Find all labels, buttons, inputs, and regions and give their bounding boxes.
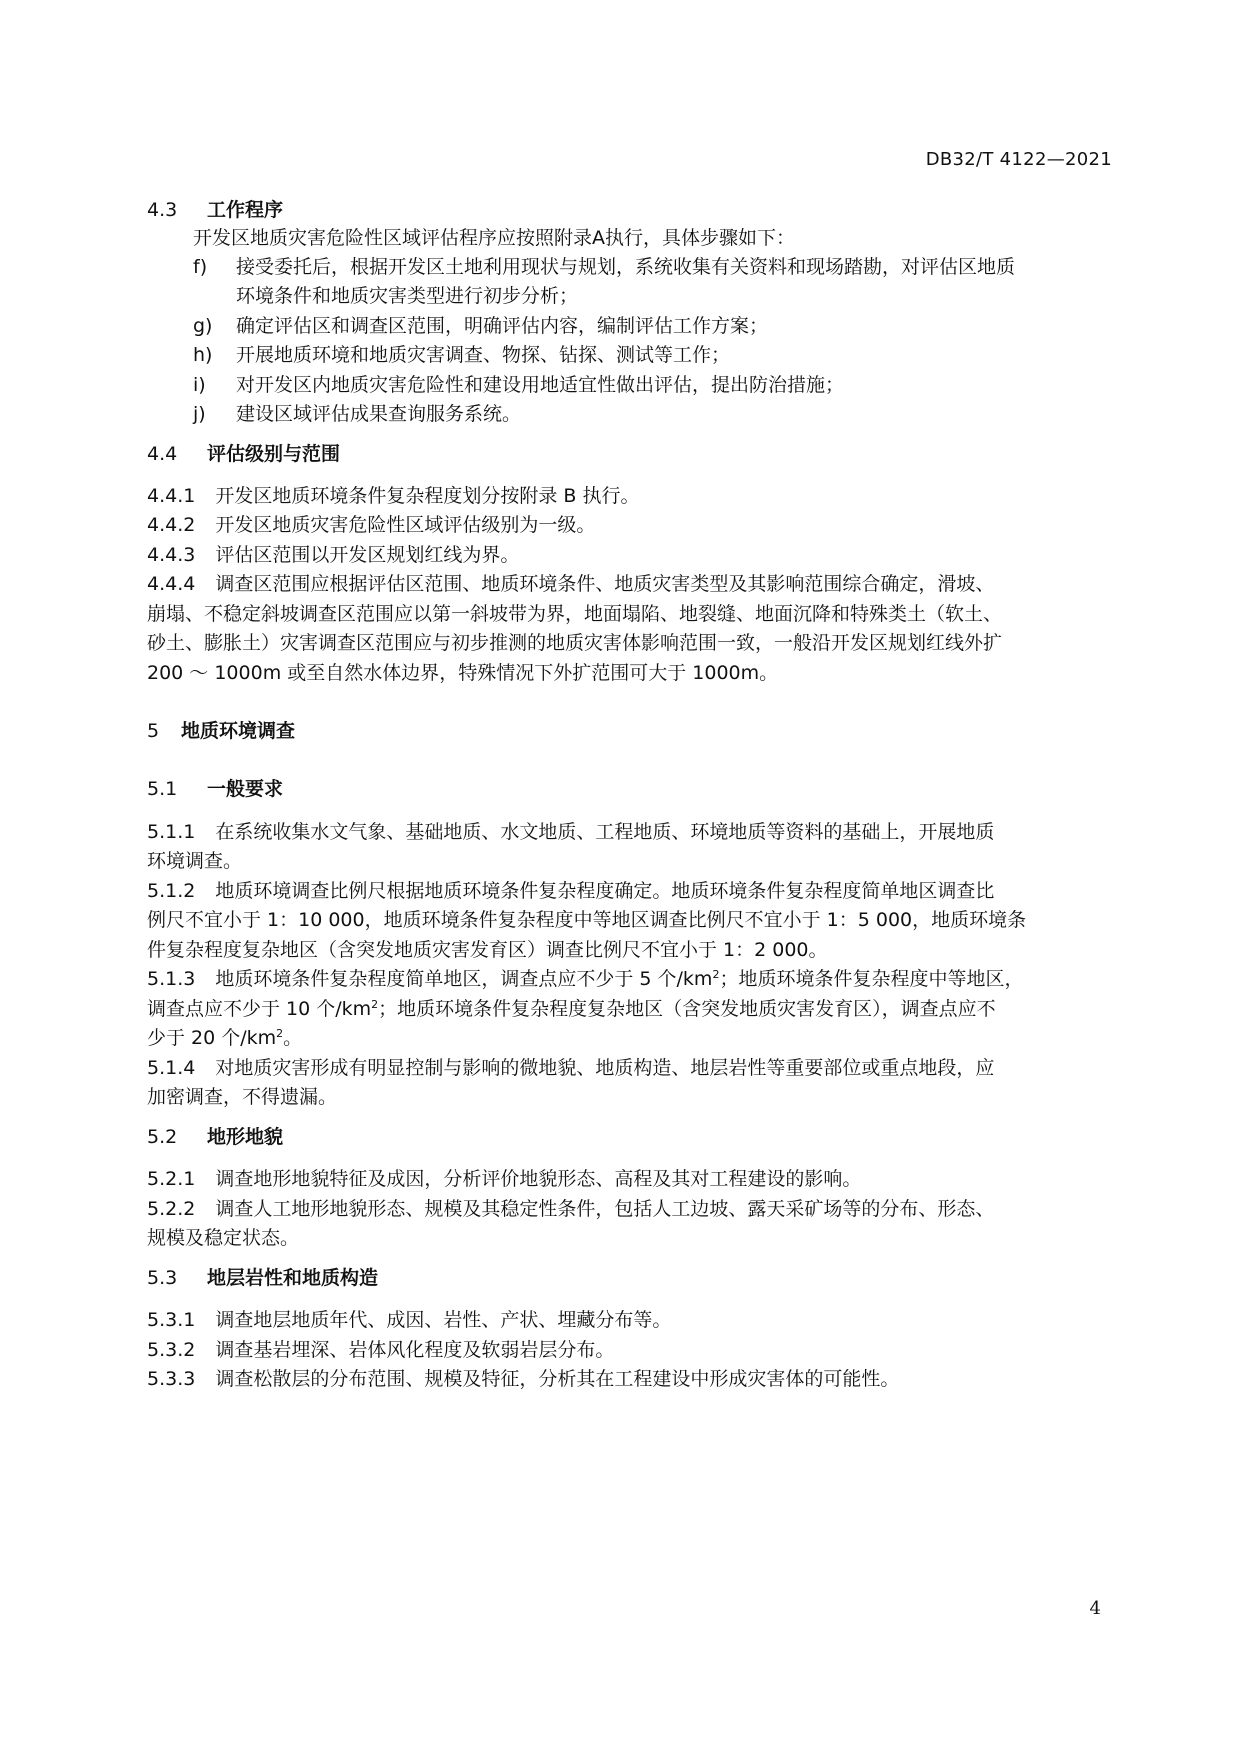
clause-5-1-4-line-2: 加密调查，不得遗漏。 <box>147 1086 338 1108</box>
section-heading-5-1: 5.1 一般要求 <box>147 778 284 800</box>
clause-5-2-2: 5.2.2 调查人工地形地貌形态、规模及其稳定性条件，包括人工边坡、露天采矿场等的分布、形态、 <box>147 1198 995 1220</box>
clause-4-4-4-line-3: 砂土、膨胀土）灾害调查区范围应与初步推测的地质灾害体影响范围一致，一般沿开发区规划红线外扩 <box>147 632 1003 654</box>
chapter-heading-5: 5 地质环境调查 <box>147 720 296 742</box>
list-item-f: f) 接受委托后，根据开发区土地利用现状与规划，系统收集有关资料和现场踏勘，对评估区地质 <box>193 256 1016 278</box>
clause-4-4-1: 4.4.1 开发区地质环境条件复杂程度划分按附录 B 执行。 <box>147 485 640 507</box>
clause-4-4-3: 4.4.3 评估区范围以开发区规划红线为界。 <box>147 544 520 566</box>
clause-5-1-3-line-3: 少于 20 个$/km^2$。 <box>147 1027 303 1049</box>
clause-5-1-1-line-2: 环境调查。 <box>147 850 243 872</box>
standard-code: DB32/T 4122—2021 <box>925 149 1112 170</box>
paragraph-intro: 开发区地质灾害危险性区域评估程序应按照附录A执行，具体步骤如下： <box>193 227 795 249</box>
list-item-i: i) 对开发区内地质灾害危险性和建设用地适宜性做出评估，提出防治措施； <box>193 374 845 396</box>
section-heading-4-3: 4.3 工作程序 <box>147 199 284 221</box>
clause-5-1-3-line-2: 调查点应不少于 10 个$/km^2$；地质环境条件复杂程度复杂地区（含突发地质灾害发育区），调查点应不 <box>147 998 996 1020</box>
clause-5-3-2: 5.3.2 调查基岩埋深、岩体风化程度及软弱岩层分布。 <box>147 1339 615 1361</box>
clause-5-1-2: 5.1.2 地质环境调查比例尺根据地质环境条件复杂程度确定。地质环境条件复杂程度简单地区调查比 <box>147 880 995 902</box>
section-heading-5-2: 5.2 地形地貌 <box>147 1126 284 1148</box>
clause-5-1-4: 5.1.4 对地质灾害形成有明显控制与影响的微地貌、地质构造、地层岩性等重要部位或重点地段，应 <box>147 1057 995 1079</box>
clause-4-4-4-line-2: 崩塌、不稳定斜坡调查区范围应以第一斜坡带为界，地面塌陷、地裂缝、地面沉降和特殊类土（软土、 <box>147 603 1003 625</box>
clause-4-4-2: 4.4.2 开发区地质灾害危险性区域评估级别为一级。 <box>147 514 596 536</box>
list-item-h: h) 开展地质环境和地质灾害调查、物探、钻探、测试等工作； <box>193 344 731 366</box>
clause-5-1-2-line-3: 件复杂程度复杂地区（含突发地质灾害发育区）调查比例尺不宜小于 1：2 000。 <box>147 939 828 961</box>
clause-5-3-1: 5.3.1 调查地层地质年代、成因、岩性、产状、埋藏分布等。 <box>147 1309 672 1331</box>
clause-5-1-1: 5.1.1 在系统收集水文气象、基础地质、水文地质、工程地质、环境地质等资料的基础上，开展地质 <box>147 821 995 843</box>
section-heading-5-3: 5.3 地层岩性和地质构造 <box>147 1267 379 1289</box>
section-heading-4-4: 4.4 评估级别与范围 <box>147 443 341 465</box>
page-number: 4 <box>1089 1598 1101 1619</box>
list-item-g: g) 确定评估区和调查区范围，明确评估内容，编制评估工作方案； <box>193 315 769 337</box>
clause-4-4-4: 4.4.4 调查区范围应根据评估区范围、地质环境条件、地质灾害类型及其影响范围综合确定，滑坡、 <box>147 573 995 595</box>
clause-5-1-2-line-2: 例尺不宜小于 1：10 000，地质环境条件复杂程度中等地区调查比例尺不宜小于 1：5 000，地质环境条 <box>147 909 1027 931</box>
clause-4-4-4-line-4: 200 ～ 1000m 或至自然水体边界，特殊情况下外扩范围可大于 1000m。 <box>147 662 779 684</box>
clause-5-1-3: 5.1.3 地质环境条件复杂程度简单地区，调查点应不少于 5 个$/km^2$；地质环境条件复杂程度中等地区， <box>147 968 1024 990</box>
clause-5-2-1: 5.2.1 调查地形地貌特征及成因，分析评价地貌形态、高程及其对工程建设的影响。 <box>147 1168 862 1190</box>
list-item-f-cont: 环境条件和地质灾害类型进行初步分析； <box>236 285 579 307</box>
clause-5-2-2-line-2: 规模及稳定状态。 <box>147 1227 300 1249</box>
list-item-j: j) 建设区域评估成果查询服务系统。 <box>193 403 522 425</box>
clause-5-3-3: 5.3.3 调查松散层的分布范围、规模及特征，分析其在工程建设中形成灾害体的可能性。 <box>147 1368 900 1390</box>
